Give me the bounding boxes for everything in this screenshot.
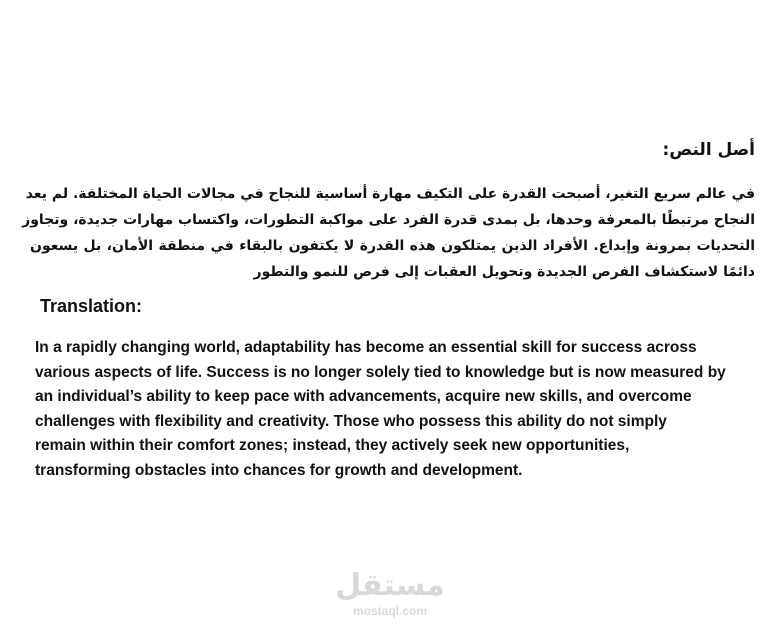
original-arabic-paragraph <box>22 181 755 285</box>
translation-line: transforming obstacles into chances for growth and development. <box>35 461 523 479</box>
original-line: دائمًا لاستكشاف الفرص الجديدة وتحويل العقبات إلى فرص للنمو والتطور <box>253 264 755 280</box>
translation-line: remain within their comfort zones; instead, they actively seek new opportunities, <box>35 437 630 454</box>
original-text-heading: أصل النص: <box>662 140 755 160</box>
mostaql-watermark <box>330 568 450 618</box>
translation-line: an individual’s ability to keep pace with advancements, acquire new skills, and overcome <box>35 388 692 405</box>
original-line: النجاح مرتبطًا بالمعرفة وحدها، بل بمدى قدرة الفرد على مواكبة التطورات، واكتساب مهارات جديدة، وتجاوز <box>22 212 755 228</box>
translation-line: challenges with flexibility and creativity. Those who possess this ability do not simply <box>35 412 667 430</box>
translation-heading: Translation: <box>40 296 143 316</box>
watermark-url: mostaql.com <box>352 604 427 618</box>
original-line: التحديات بمرونة وإبداع. الأفراد الذين يمتلكون هذه القدرة لا يكتفون بالبقاء في منطقة الأمان، بل يسعون <box>30 238 755 254</box>
translation-line: In a rapidly changing world, adaptability has become an essential skill for success across <box>35 339 697 356</box>
translation-line: various aspects of life. Success is no longer solely tied to knowledge but is now measured by <box>35 363 726 381</box>
translation-paragraph <box>35 336 755 483</box>
watermark-logo-text: مستقل <box>335 568 445 603</box>
original-line: في عالم سريع التغير، أصبحت القدرة على التكيف مهارة أساسية للنجاح في مجالات الحياة المختلفة. لم يعد <box>25 186 755 202</box>
